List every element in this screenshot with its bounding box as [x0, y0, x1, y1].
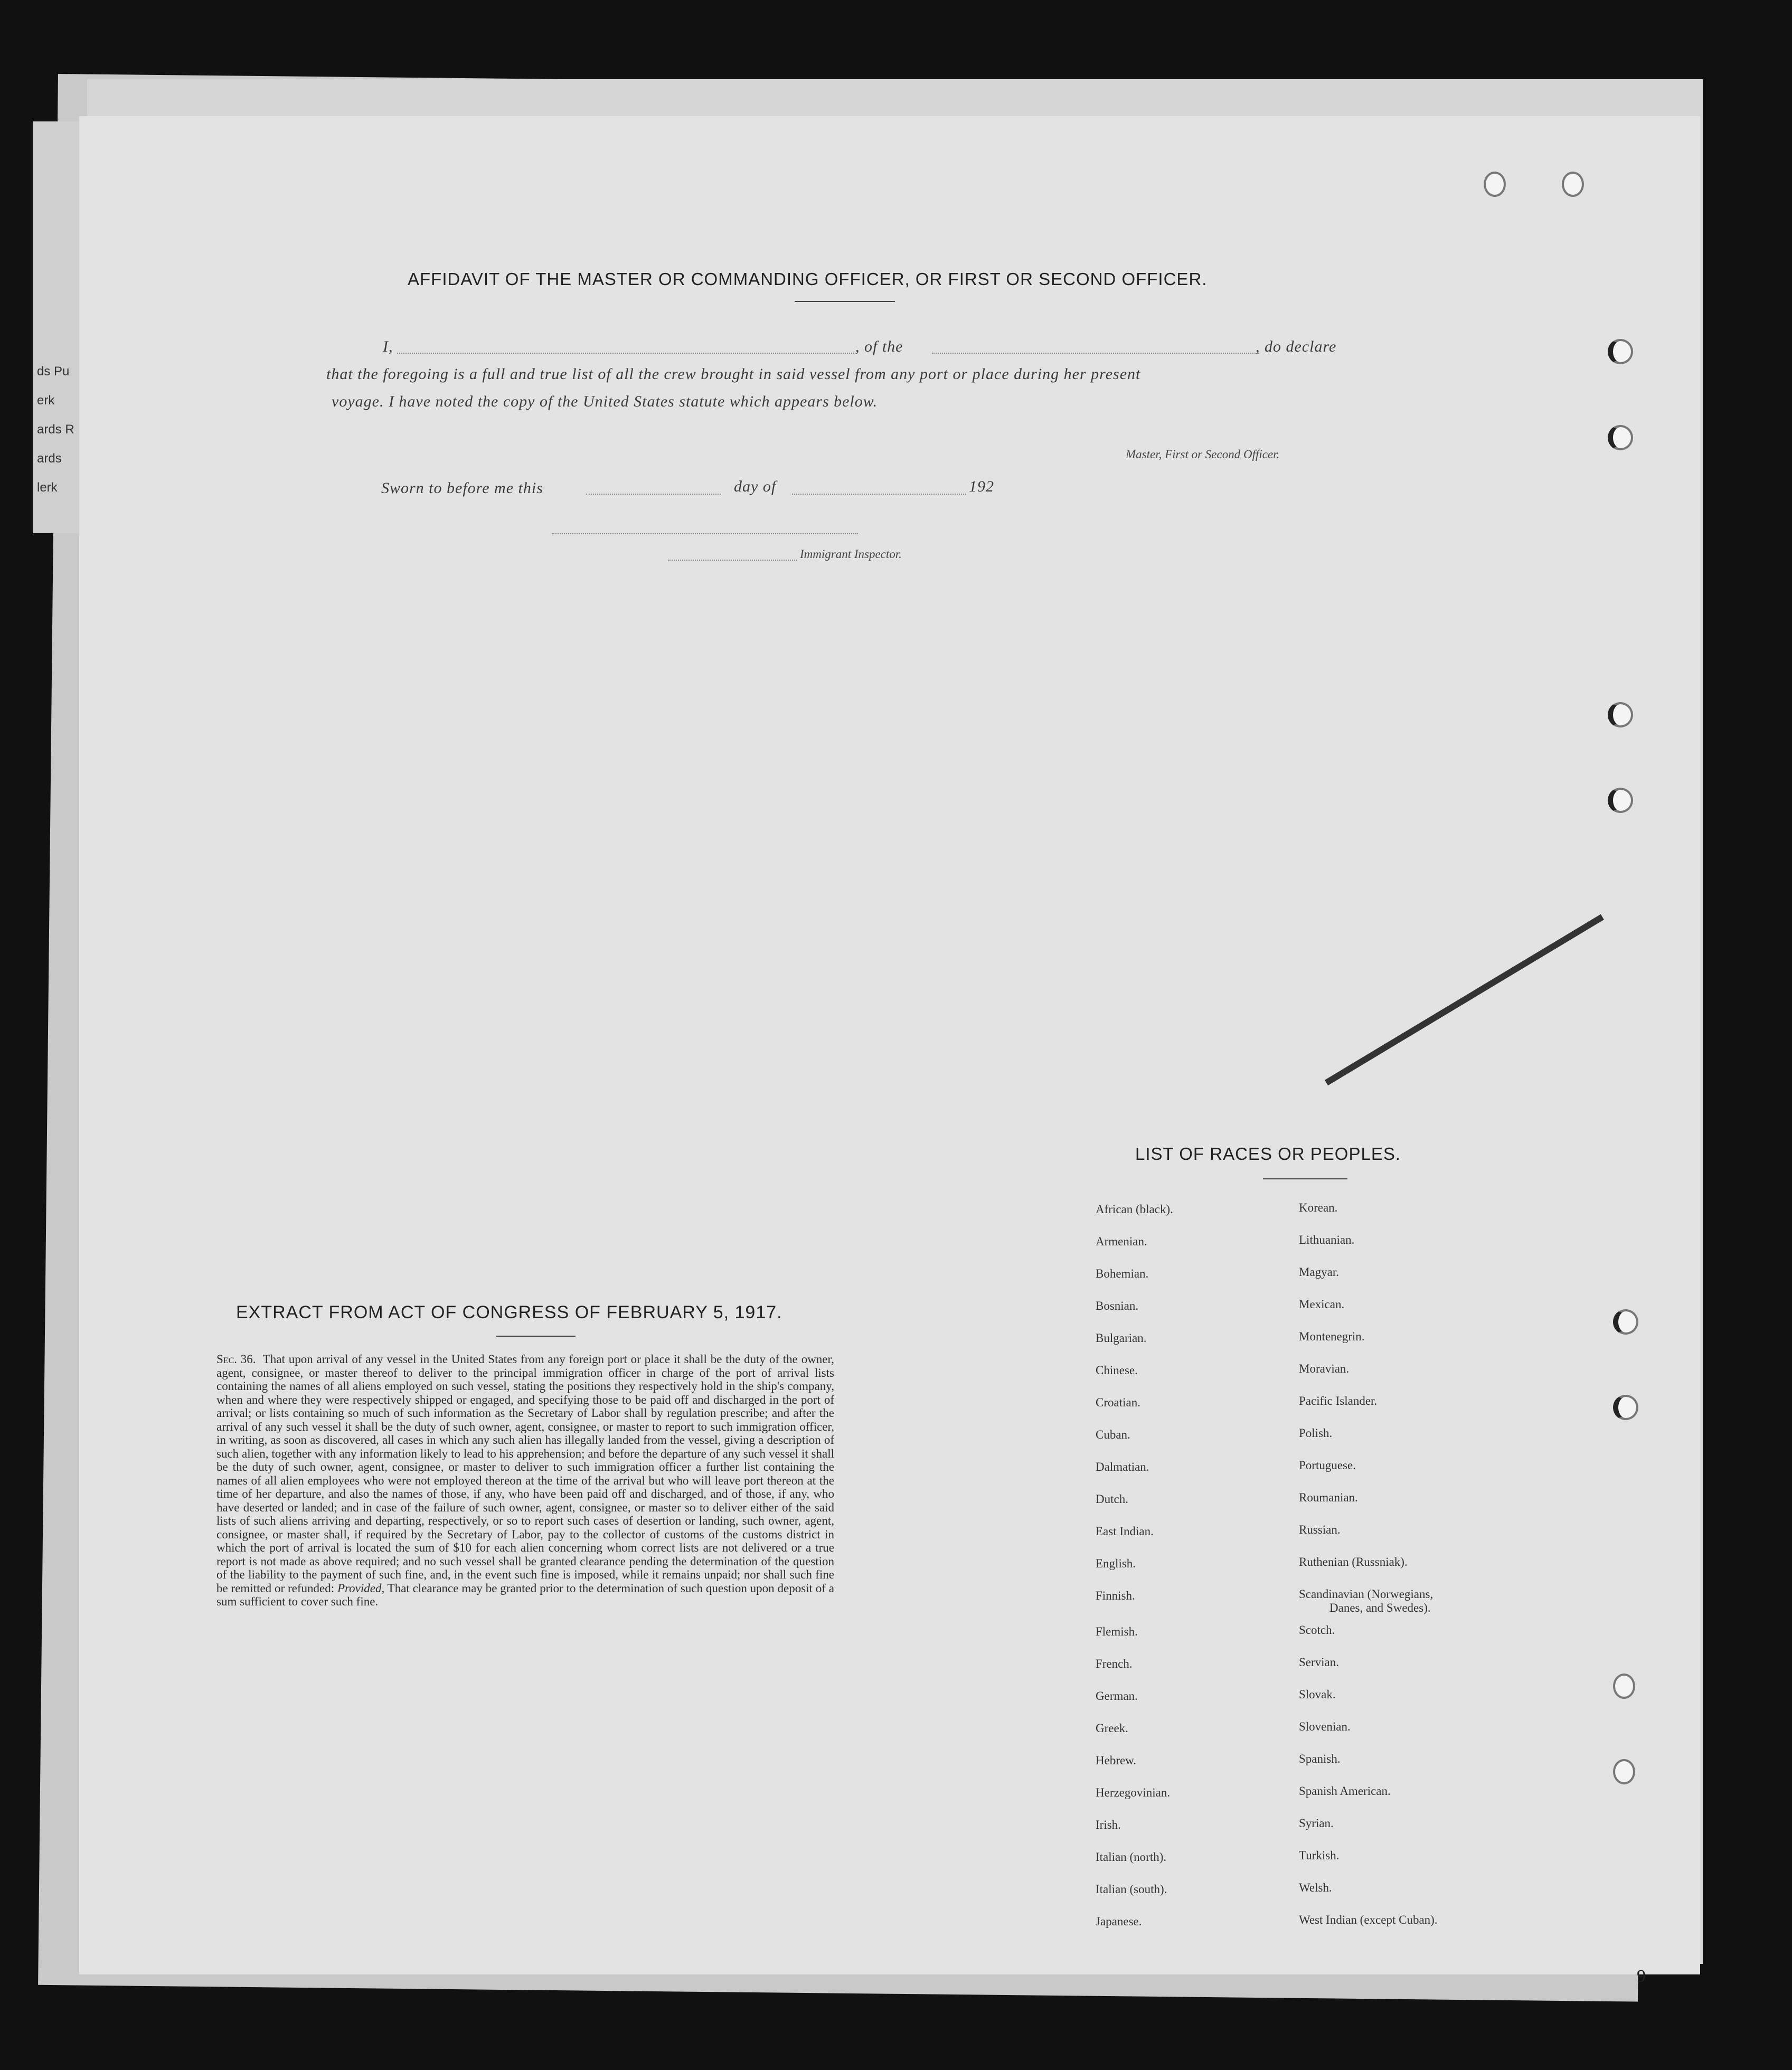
margin-fragment: lerk [37, 480, 58, 495]
sworn-text: Sworn to before me this [381, 479, 543, 497]
section-text: That upon arrival of any vessel in the United States from any foreign port or place it shall be the duty of the owner, agent, consignee, or master thereof to deliver to the principal immigration officer in charge of the port of arrival lists containing the names of all aliens employed on such vessel, stating the positions they respectively hold in the ship's company, when and where they were respectively shipped or engaged, and specifying those to be paid off and discharged in the port of arrival; or lists containing so much of such information as the Secretary of Labor shall by regulation prescribe; and after the arrival of any such vessel it shall be the duty of such owner, agent, consignee, or master to report to such immigration officer, in writing, as soon as discovered, all cases in which any such alien has illegally landed from the vessel, giving a description of such alien, together with any information likely to lead to his apprehension; and before the departure of any such vessel it shall be the duty of such owner, agent, consignee, or master to deliver to such immigration officer a further list containing the names of all alien employees who were not employed thereon at the time of the arrival but who will leave port thereon at the time of her departure, and also the names of those, if any, who have been paid off and discharged, and of those, if any, who have deserted or landed; and in case of the failure of such owner, agent, consignee, or master so to deliver either of the said lists of such aliens arriving and departing, respectively, or so to report such cases of desertion or landing, such owner, agent, consignee, or master shall, if required by the Secretary of Labor, pay to the collector of customs of the customs district in which the port of arrival is located the sum of $10 for each alien concerning whom correct lists are not delivered or a true report is not made as above required; and no such vessel shall be granted clearance pending the determination of the question of the liability to the payment of such fine, and, in the event such fine is imposed, while it remains unpaid; nor shall such fine be remitted or refunded: [216, 1353, 834, 1595]
race-item: French. [1096, 1657, 1133, 1670]
affidavit-do-declare: , do declare [1256, 338, 1337, 355]
race-item: Chinese. [1096, 1364, 1138, 1377]
race-item: Montenegrin. [1299, 1330, 1365, 1343]
race-item: Dalmatian. [1096, 1460, 1149, 1473]
extract-body [216, 1353, 834, 1609]
race-item: Scotch. [1299, 1623, 1335, 1637]
races-title: LIST OF RACES OR PEOPLES. [1135, 1144, 1401, 1164]
punch-hole [1608, 425, 1633, 450]
race-item: Welsh. [1299, 1881, 1332, 1894]
race-item: Servian. [1299, 1656, 1340, 1669]
race-item: Armenian. [1096, 1235, 1147, 1248]
race-item: Spanish. [1299, 1752, 1341, 1765]
name-blank [397, 353, 856, 354]
race-item: Mexican. [1299, 1298, 1345, 1311]
race-item: East Indian. [1096, 1525, 1154, 1538]
day-of-text: day of [734, 478, 777, 495]
affidavit-line-2: that the foregoing is a full and true list of all the crew brought in said vessel from any port or place during her present [326, 365, 1141, 383]
race-item: Bosnian. [1096, 1299, 1139, 1312]
race-item: Polish. [1299, 1426, 1333, 1440]
extract-title: EXTRACT FROM ACT OF CONGRESS OF FEBRUARY 5, 1917. [236, 1302, 782, 1322]
margin-fragment: ards R [37, 422, 74, 437]
margin-fragment: erk [37, 393, 55, 408]
vessel-blank [932, 353, 1259, 354]
month-blank [792, 494, 966, 495]
race-item: Hebrew. [1096, 1754, 1137, 1767]
document-page [79, 116, 1700, 1974]
race-item: Italian (north). [1096, 1850, 1167, 1864]
inspector-blank [668, 560, 797, 561]
inspector-caption: Immigrant Inspector. [800, 547, 902, 561]
affidavit-line-3: voyage. I have noted the copy of the United States statute which appears below. [332, 393, 878, 410]
affidavit-of-the: , of the [855, 338, 903, 355]
punch-hole [1613, 1309, 1638, 1335]
race-item: Greek. [1096, 1722, 1128, 1735]
race-item: Herzegovinian. [1096, 1786, 1171, 1799]
punch-hole [1613, 1674, 1635, 1699]
race-item: Turkish. [1299, 1849, 1340, 1862]
margin-fragment: ards [37, 451, 62, 466]
day-blank [586, 494, 721, 495]
punch-hole [1562, 172, 1584, 197]
margin-fragment: ds Pu [37, 364, 70, 379]
signature-caption: Master, First or Second Officer. [1126, 448, 1280, 461]
race-item: Spanish American. [1299, 1784, 1391, 1798]
race-item: African (black). [1096, 1203, 1173, 1216]
race-item: Bulgarian. [1096, 1331, 1147, 1345]
race-item: Finnish. [1096, 1589, 1135, 1602]
race-item: Korean. [1299, 1201, 1338, 1214]
race-item: Ruthenian (Russniak). [1299, 1555, 1408, 1568]
race-item: Slovenian. [1299, 1720, 1351, 1733]
race-item: Danes, and Swedes). [1329, 1601, 1431, 1614]
punch-hole [1613, 1395, 1638, 1420]
inspector-signature-line [552, 533, 858, 534]
race-item: Magyar. [1299, 1265, 1340, 1279]
handwritten-page-number: 9 [1637, 1967, 1646, 1986]
race-item: German. [1096, 1689, 1138, 1703]
race-item: Italian (south). [1096, 1883, 1167, 1896]
race-item: West Indian (except Cuban). [1299, 1913, 1438, 1926]
race-item: Roumanian. [1299, 1491, 1358, 1504]
races-rule [1263, 1178, 1347, 1179]
year-text: 192 [969, 478, 994, 495]
provided-word: Provided, [337, 1581, 385, 1595]
race-item: Syrian. [1299, 1817, 1334, 1830]
race-item: Flemish. [1096, 1625, 1138, 1638]
race-item: Irish. [1096, 1818, 1121, 1831]
punch-hole [1484, 172, 1506, 197]
punch-hole [1608, 702, 1633, 727]
race-item: Pacific Islander. [1299, 1394, 1378, 1407]
punch-hole [1608, 339, 1633, 364]
race-item: Cuban. [1096, 1428, 1130, 1441]
race-item: Lithuanian. [1299, 1233, 1355, 1246]
race-item: English. [1096, 1557, 1136, 1570]
section-label: Sec. 36. [216, 1353, 256, 1366]
title-rule [795, 301, 895, 302]
race-item: Japanese. [1096, 1915, 1142, 1928]
punch-hole [1613, 1759, 1635, 1784]
race-item: Bohemian. [1096, 1267, 1149, 1280]
extract-rule [496, 1336, 576, 1337]
affidavit-i-label: I, [383, 338, 393, 355]
race-item: Croatian. [1096, 1396, 1140, 1409]
section-tail: That clearance may be granted prior to the determination of such question upon deposit of a sum sufficient to cover such fine. [216, 1581, 834, 1608]
race-item: Scandinavian (Norwegians, [1299, 1587, 1433, 1601]
race-item: Russian. [1299, 1523, 1341, 1536]
left-margin-strip [33, 121, 86, 533]
race-item: Dutch. [1096, 1492, 1128, 1506]
race-item: Slovak. [1299, 1688, 1336, 1701]
race-item: Moravian. [1299, 1362, 1350, 1375]
race-item: Portuguese. [1299, 1459, 1356, 1472]
affidavit-title: AFFIDAVIT OF THE MASTER OR COMMANDING OFFICER, OR FIRST OR SECOND OFFICER. [408, 269, 1208, 289]
punch-hole [1608, 788, 1633, 813]
